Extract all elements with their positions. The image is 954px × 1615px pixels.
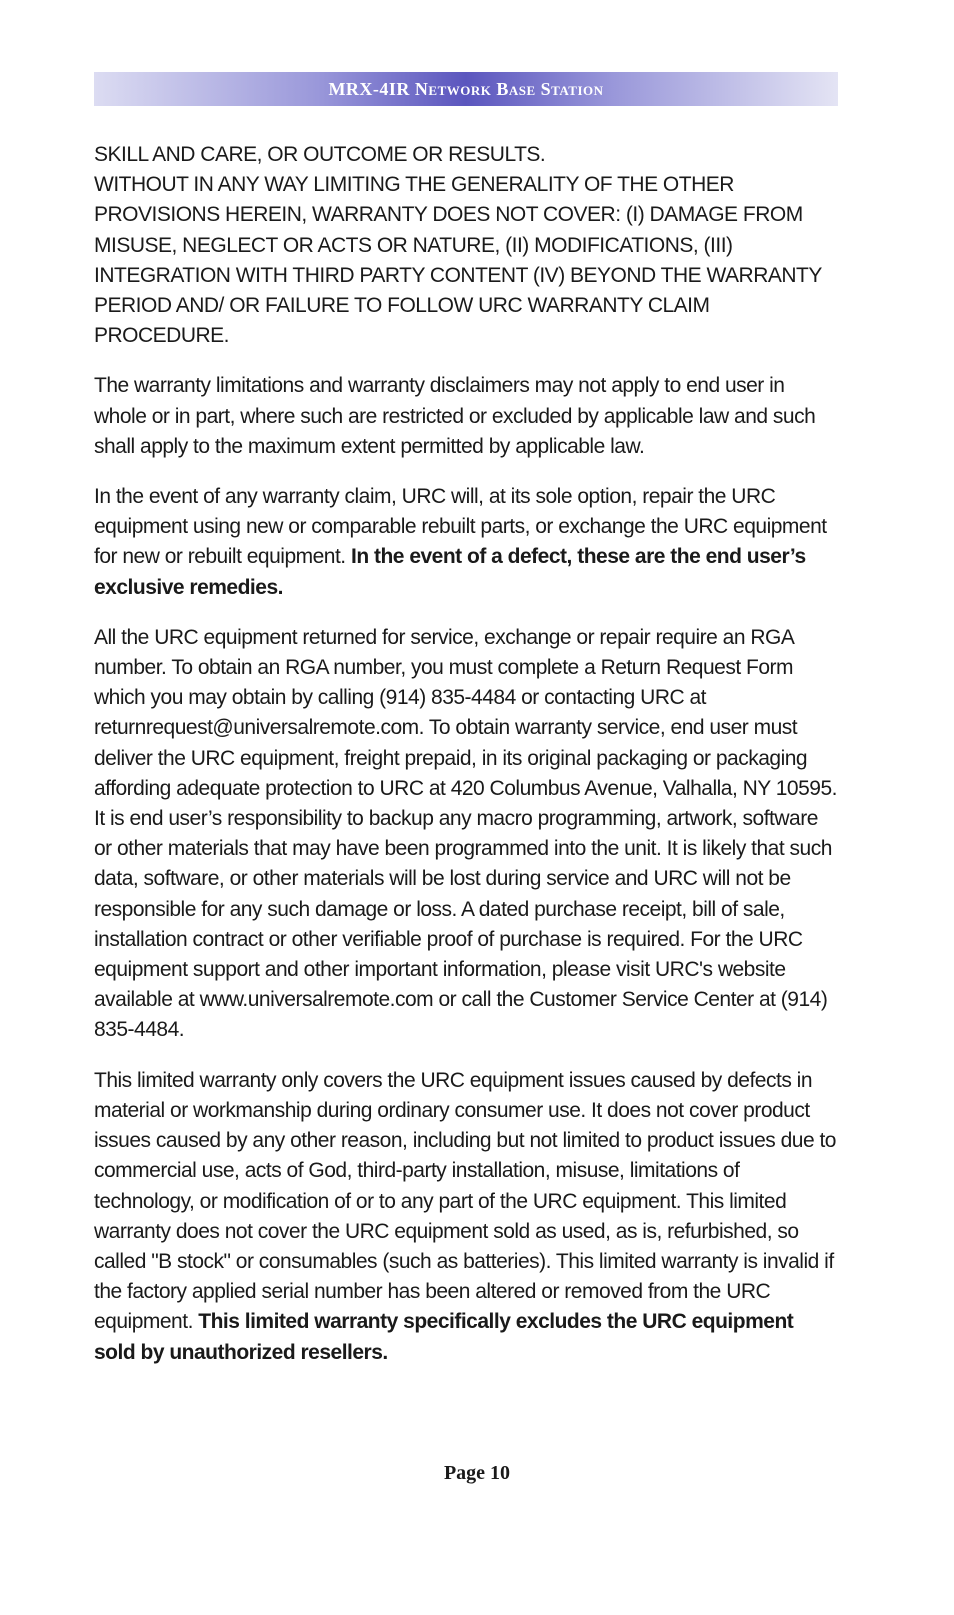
paragraph-warranty-exclusions: [94, 140, 839, 351]
exclusions-line-2: WITHOUT IN ANY WAY LIMITING THE GENERALITY OF THE OTHER PROVISIONS HEREIN, WARRANTY DOES NOT COVER: (I) DAMAGE FROM MISUSE, NEGLECT OR ACTS OR NATURE, (II) MODIFICATIONS, (III) INTEGRATION WITH THIRD PARTY CONTENT (IV) BEYOND THE WARRANTY PERIOD AND/ OR FAILURE TO FOLLOW URC WARRANTY CLAIM PROCEDURE.: [94, 173, 822, 348]
claim-bold-text: In the event of a defect, these are the end user’s exclusive remedies.: [94, 545, 806, 599]
rga-text: All the URC equipment returned for service, exchange or repair require an RGA number. To obtain an RGA number, you must complete a Return Request Form which you may obtain by calling (914) 835-4484 or contacting URC at returnrequest@universalremote.com. To obtain warranty service, end user must deliver the URC equipment, freight prepaid, in its original packaging or packaging affording adequate protection to URC at 420 Columbus Avenue, Valhalla, NY 10595. It is end user’s responsibility to backup any macro programming, artwork, software or other materials that may have been programmed into the unit. It is likely that such data, software, or other materials will be lost during service and URC will not be responsible for any such damage or loss. A dated purchase receipt, bill of sale, installation contract or other verifiable proof of purchase is required. For the URC equipment support and other important information, please visit URC's website available at www.universalremote.com or call the Customer Service Center at (914) 835-4484.: [94, 625, 837, 1042]
paragraph-coverage-scope: [94, 1066, 839, 1368]
header-bar: [94, 72, 838, 106]
paragraph-limitations: [94, 371, 839, 462]
limitations-text: The warranty limitations and warranty disclaimers may not apply to end user in whole or in part, where such are restricted or excluded by applicable law and such shall apply to the maximum extent permitted by applicable law.: [94, 374, 816, 458]
paragraph-rga-return: [94, 623, 839, 1046]
exclusions-line-1: SKILL AND CARE, OR OUTCOME OR RESULTS.: [94, 143, 546, 166]
page-number: Page 10: [443, 1462, 511, 1484]
claim-text: In the event of any warranty claim, URC will, at its sole option, repair the URC equipment using new or comparable rebuilt parts, or exchange the URC equipment for new or rebuilt equipment.: [94, 485, 827, 569]
coverage-text: This limited warranty only covers the URC equipment issues caused by defects in material or workmanship during ordinary consumer use. It does not cover product issues caused by any other reason, including but not limited to product issues due to commercial use, acts of God, third-party installation, misuse, limitations of technology, or modification of or to any part of the URC equipment. This limited warranty does not cover the URC equipment sold as used, as is, refurbished, so called "B stock" or consumables (such as batteries). This limited warranty is invalid if the factory applied serial number has been altered or removed from the URC equipment.: [94, 1068, 836, 1334]
paragraph-warranty-claim: [94, 482, 839, 603]
document-body: [94, 140, 839, 1388]
coverage-bold-text: This limited warranty specifically excludes the URC equipment sold by unauthorized resellers.: [94, 1310, 794, 1364]
document-title: MRX-4IR Network Base Station: [328, 78, 604, 99]
